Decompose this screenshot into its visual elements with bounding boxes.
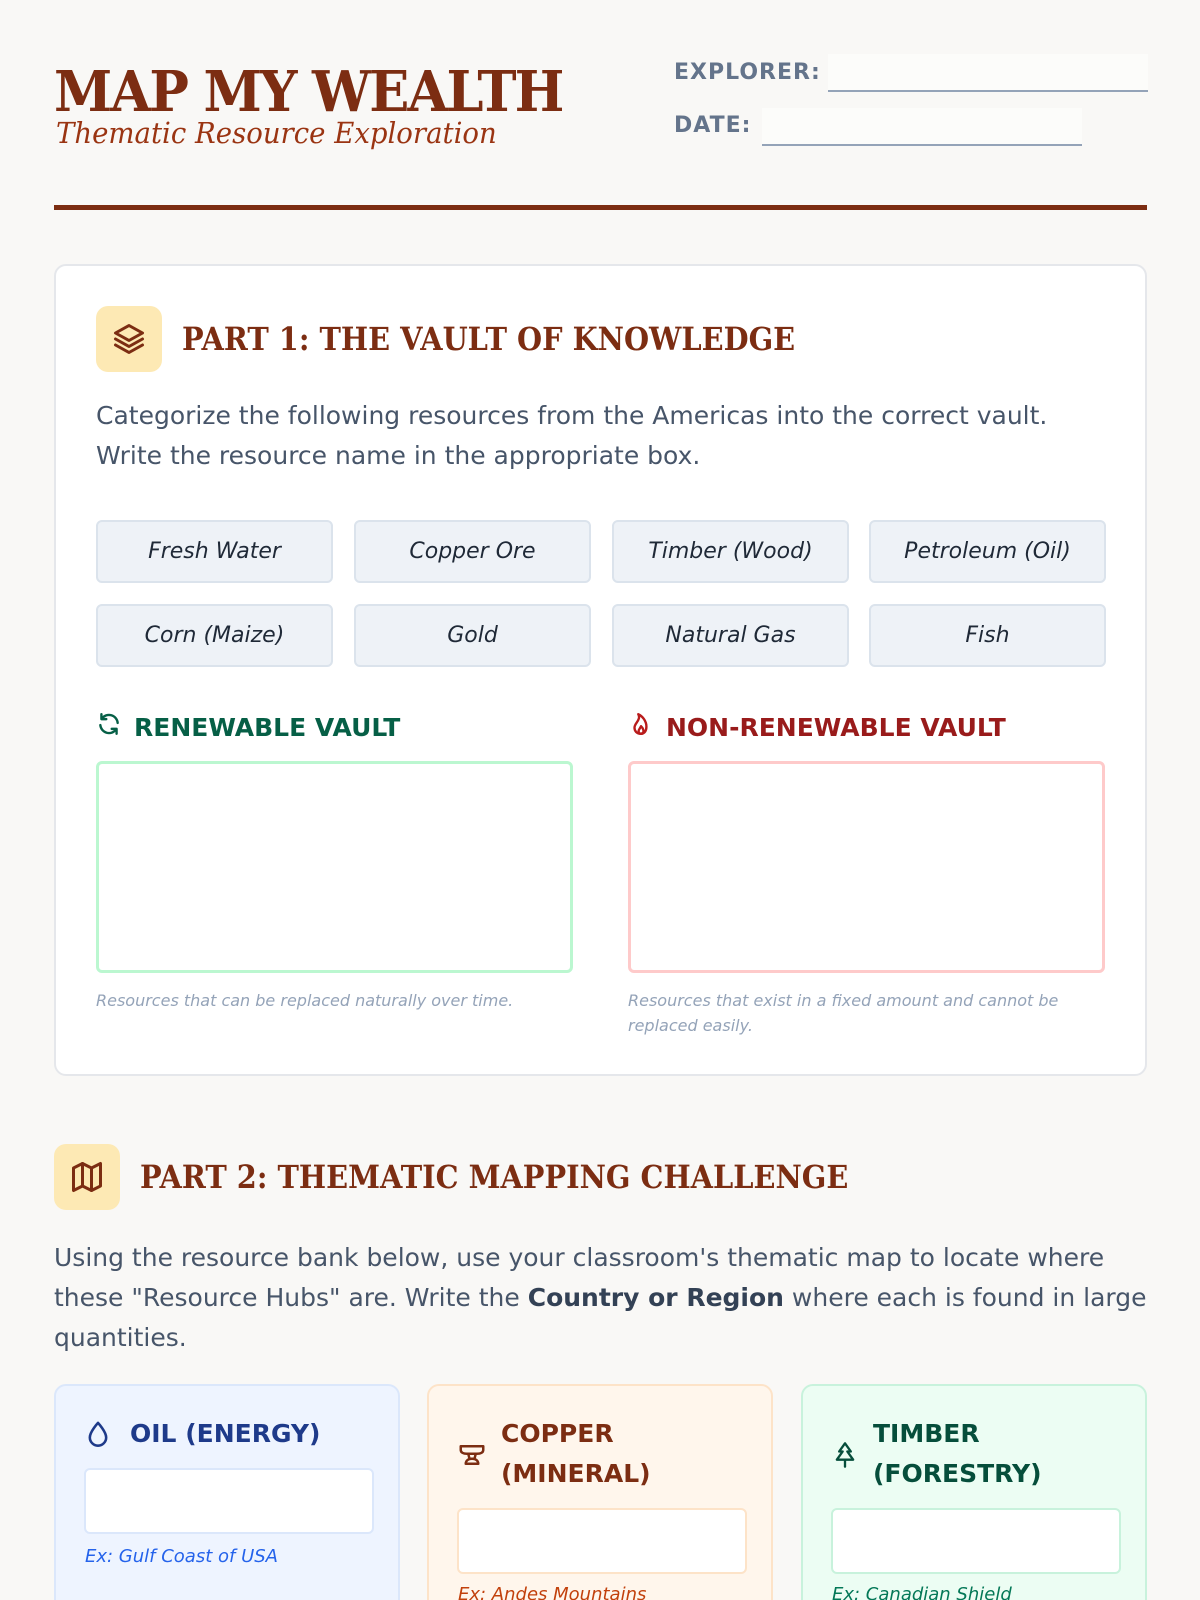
part1-card bbox=[54, 264, 1147, 1076]
layers-icon bbox=[96, 306, 162, 372]
map-icon bbox=[54, 1144, 120, 1210]
hub-card-oil bbox=[54, 1384, 400, 1600]
hub-card-copper bbox=[427, 1384, 773, 1600]
hub-example: Ex: Andes Mountains bbox=[458, 1584, 647, 1600]
resource-chip[interactable]: Fish bbox=[869, 604, 1106, 667]
hub-answer-input[interactable] bbox=[831, 1508, 1121, 1574]
part1-instructions: Categorize the following resources from the Americas into the correct vault. Write the resource name in the appropriate box. bbox=[96, 401, 1048, 470]
explorer-label: EXPLORER: bbox=[674, 60, 821, 85]
date-field[interactable] bbox=[762, 108, 1082, 146]
nonrenewable-vault-note: Resources that exist in a fixed amount and cannot be replaced easily. bbox=[628, 991, 1059, 1035]
renewable-vault-label: RENEWABLE VAULT bbox=[134, 712, 401, 742]
nonrenewable-vault-label: NON-RENEWABLE VAULT bbox=[666, 712, 1006, 742]
resource-chip[interactable]: Natural Gas bbox=[612, 604, 849, 667]
hub-answer-input[interactable] bbox=[84, 1468, 374, 1534]
resource-chip[interactable]: Copper Ore bbox=[354, 520, 591, 583]
hub-card-timber bbox=[801, 1384, 1147, 1600]
nonrenewable-vault-box[interactable] bbox=[628, 761, 1105, 973]
resource-chip[interactable]: Fresh Water bbox=[96, 520, 333, 583]
renewable-vault-note: Resources that can be replaced naturally over time. bbox=[96, 991, 514, 1010]
hub-title: TIMBER (FORESTRY) bbox=[873, 1419, 1042, 1488]
part2-instructions-emphasis: Country or Region bbox=[527, 1283, 784, 1312]
refresh-icon bbox=[96, 711, 122, 743]
page-subtitle: Thematic Resource Exploration bbox=[56, 116, 497, 150]
droplet-icon bbox=[84, 1420, 112, 1452]
hub-title: COPPER (MINERAL) bbox=[501, 1419, 651, 1488]
renewable-vault-heading bbox=[96, 711, 400, 743]
header-divider bbox=[54, 205, 1147, 210]
renewable-vault-box[interactable] bbox=[96, 761, 573, 973]
resource-chip[interactable]: Corn (Maize) bbox=[96, 604, 333, 667]
nonrenewable-vault-heading bbox=[628, 711, 1006, 743]
hub-example: Ex: Gulf Coast of USA bbox=[85, 1546, 278, 1567]
part2-instructions: Using the resource bank below, use your classroom's thematic map to locate where these "Resource Hubs" are. Write the Country or Region where each is found in large quantities. bbox=[54, 1243, 1147, 1352]
part1-title: PART 1: THE VAULT OF KNOWLEDGE bbox=[182, 320, 796, 358]
part2-title: PART 2: THEMATIC MAPPING CHALLENGE bbox=[140, 1158, 849, 1196]
resource-chip[interactable]: Petroleum (Oil) bbox=[869, 520, 1106, 583]
hub-example: Ex: Canadian Shield bbox=[832, 1584, 1012, 1600]
page-title: MAP MY WEALTH bbox=[54, 59, 563, 125]
explorer-field[interactable] bbox=[828, 54, 1148, 92]
hub-title: OIL (ENERGY) bbox=[130, 1419, 321, 1448]
date-label: DATE: bbox=[674, 113, 752, 138]
resource-chip[interactable]: Timber (Wood) bbox=[612, 520, 849, 583]
resource-chip[interactable]: Gold bbox=[354, 604, 591, 667]
tree-icon bbox=[831, 1440, 859, 1474]
hub-answer-input[interactable] bbox=[457, 1508, 747, 1574]
flame-icon bbox=[628, 711, 654, 743]
anvil-icon bbox=[457, 1440, 487, 1474]
